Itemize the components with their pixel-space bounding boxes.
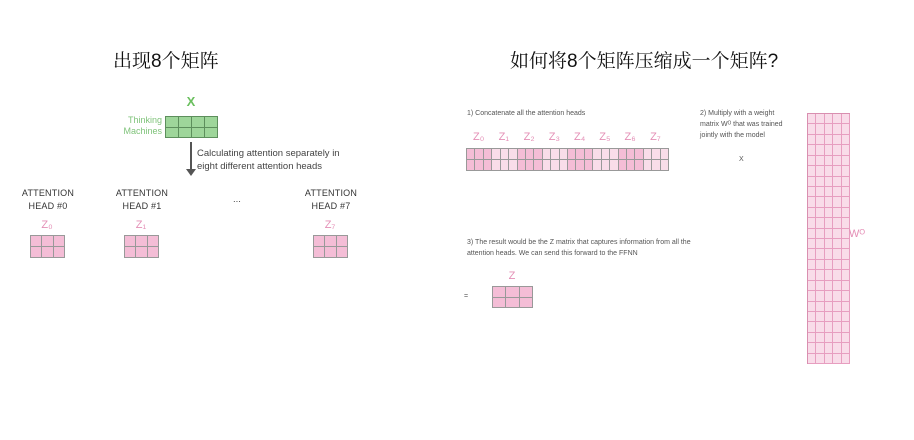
weight-cell xyxy=(833,187,841,197)
heads-ellipsis: ... xyxy=(233,194,241,205)
weight-cell xyxy=(816,218,824,228)
weight-cell xyxy=(842,124,850,134)
concat-cell xyxy=(475,149,483,160)
multiply-sign: X xyxy=(739,156,744,163)
weight-cell xyxy=(816,270,824,280)
weight-cell xyxy=(816,322,824,332)
weight-cell xyxy=(808,145,816,155)
weight-cell xyxy=(825,312,833,322)
weight-cell xyxy=(842,208,850,218)
weight-cell xyxy=(825,281,833,291)
concat-label-6: Z₆ xyxy=(624,131,636,143)
weight-cell xyxy=(808,124,816,134)
weight-cell xyxy=(816,239,824,249)
concat-cell xyxy=(602,160,610,171)
weight-cell xyxy=(842,187,850,197)
concat-cell xyxy=(492,149,500,160)
weight-cell xyxy=(842,354,850,364)
down-arrow-head xyxy=(186,169,196,176)
head-matrix-0 xyxy=(30,235,65,258)
weight-cell xyxy=(833,333,841,343)
concat-cell xyxy=(610,149,618,160)
concat-cell xyxy=(560,160,568,171)
weight-cell xyxy=(825,322,833,332)
concat-cell xyxy=(661,149,669,160)
equals-sign: = xyxy=(464,293,469,300)
weight-cell xyxy=(833,229,841,239)
weight-cell xyxy=(825,239,833,249)
weight-cell xyxy=(825,218,833,228)
concat-cell xyxy=(644,149,652,160)
concat-cell xyxy=(526,149,534,160)
concat-cell xyxy=(661,160,669,171)
arrow-caption: Calculating attention separately in eight different attention heads xyxy=(197,148,340,172)
weight-cell xyxy=(816,135,824,145)
concat-cell xyxy=(652,160,660,171)
head-z-label-7: Z₇ xyxy=(324,219,336,231)
head-label-7: ATTENTION HEAD #7 xyxy=(304,188,358,211)
weight-cell xyxy=(825,114,833,124)
concat-cell xyxy=(602,149,610,160)
weight-cell xyxy=(833,124,841,134)
concat-cell xyxy=(475,160,483,171)
concat-label-2: Z₂ xyxy=(523,131,535,143)
weight-cell xyxy=(816,187,824,197)
weight-matrix-label: Wᴼ xyxy=(848,228,865,240)
weight-cell xyxy=(825,156,833,166)
weight-matrix xyxy=(807,113,850,364)
weight-cell xyxy=(833,208,841,218)
concat-cell xyxy=(534,160,542,171)
weight-cell xyxy=(833,145,841,155)
weight-cell xyxy=(842,322,850,332)
input-matrix xyxy=(165,116,218,138)
concat-cell xyxy=(509,149,517,160)
weight-cell xyxy=(842,249,850,259)
weight-cell xyxy=(825,177,833,187)
input-words-label: Thinking Machines xyxy=(123,115,162,136)
weight-cell xyxy=(833,291,841,301)
weight-cell xyxy=(833,302,841,312)
right-title: 如何将8个矩阵压缩成一个矩阵? xyxy=(510,51,779,72)
head-z-label-0: Z₀ xyxy=(41,219,53,231)
concat-cell xyxy=(492,160,500,171)
head-z-label-1: Z₁ xyxy=(135,219,147,231)
weight-cell xyxy=(833,343,841,353)
weight-cell xyxy=(808,156,816,166)
weight-cell xyxy=(816,114,824,124)
weight-cell xyxy=(808,354,816,364)
weight-cell xyxy=(808,322,816,332)
weight-cell xyxy=(816,177,824,187)
weight-cell xyxy=(808,270,816,280)
concat-cell xyxy=(644,160,652,171)
weight-cell xyxy=(825,270,833,280)
weight-cell xyxy=(825,187,833,197)
weight-cell xyxy=(816,145,824,155)
concat-cell xyxy=(635,160,643,171)
result-matrix xyxy=(492,286,533,308)
weight-cell xyxy=(833,114,841,124)
weight-cell xyxy=(842,291,850,301)
weight-cell xyxy=(842,260,850,270)
weight-cell xyxy=(842,218,850,228)
step3-text: 3) The result would be the Z matrix that captures information from all the attention heads. We can send this forward to the FFNN xyxy=(467,239,691,257)
weight-cell xyxy=(842,156,850,166)
weight-cell xyxy=(825,249,833,259)
concat-cell xyxy=(484,160,492,171)
weight-cell xyxy=(816,312,824,322)
weight-cell xyxy=(816,229,824,239)
weight-cell xyxy=(825,343,833,353)
weight-cell xyxy=(825,208,833,218)
weight-cell xyxy=(816,197,824,207)
weight-cell xyxy=(833,218,841,228)
weight-cell xyxy=(808,114,816,124)
concat-label-7: Z₇ xyxy=(650,131,661,143)
concat-cell xyxy=(568,149,576,160)
weight-cell xyxy=(808,260,816,270)
concat-cell xyxy=(518,149,526,160)
weight-cell xyxy=(808,249,816,259)
weight-cell xyxy=(833,156,841,166)
weight-cell xyxy=(808,312,816,322)
weight-cell xyxy=(825,333,833,343)
weight-cell xyxy=(842,270,850,280)
weight-cell xyxy=(833,322,841,332)
weight-cell xyxy=(808,281,816,291)
weight-cell xyxy=(842,312,850,322)
head-matrix-1 xyxy=(124,235,159,258)
weight-cell xyxy=(833,177,841,187)
concat-cell xyxy=(551,149,559,160)
concat-cell xyxy=(543,160,551,171)
weight-cell xyxy=(842,239,850,249)
weight-cell xyxy=(842,343,850,353)
concat-cell xyxy=(543,149,551,160)
concat-label-0: Z₀ xyxy=(472,131,485,143)
weight-cell xyxy=(825,197,833,207)
concat-labels xyxy=(466,131,668,145)
weight-cell xyxy=(833,260,841,270)
weight-cell xyxy=(816,281,824,291)
concat-cell xyxy=(484,149,492,160)
weight-cell xyxy=(808,177,816,187)
weight-cell xyxy=(825,291,833,301)
result-z-label: Z xyxy=(508,270,516,282)
concat-cell xyxy=(627,149,635,160)
concat-cell xyxy=(568,160,576,171)
weight-cell xyxy=(808,208,816,218)
head-label-1: ATTENTION HEAD #1 xyxy=(115,188,169,211)
weight-cell xyxy=(842,114,850,124)
left-title: 出现8个矩阵 xyxy=(113,51,219,72)
weight-cell xyxy=(808,302,816,312)
concat-cell xyxy=(560,149,568,160)
weight-cell xyxy=(833,239,841,249)
weight-cell xyxy=(816,354,824,364)
concat-cell xyxy=(576,160,584,171)
input-x-label: X xyxy=(186,94,196,109)
weight-cell xyxy=(816,343,824,353)
weight-cell xyxy=(816,249,824,259)
concat-cell xyxy=(627,160,635,171)
weight-cell xyxy=(833,354,841,364)
concat-cell xyxy=(501,149,509,160)
concat-cell xyxy=(551,160,559,171)
concat-cell xyxy=(619,149,627,160)
concat-cell xyxy=(619,160,627,171)
weight-cell xyxy=(808,239,816,249)
weight-cell xyxy=(842,166,850,176)
concat-cell xyxy=(652,149,660,160)
weight-cell xyxy=(808,343,816,353)
concat-cell xyxy=(585,149,593,160)
weight-cell xyxy=(833,281,841,291)
weight-cell xyxy=(816,302,824,312)
concat-cell xyxy=(593,149,601,160)
weight-cell xyxy=(808,218,816,228)
weight-cell xyxy=(833,270,841,280)
weight-cell xyxy=(816,291,824,301)
concat-label-1: Z₁ xyxy=(498,131,510,143)
weight-cell xyxy=(808,291,816,301)
weight-cell xyxy=(808,187,816,197)
weight-cell xyxy=(808,197,816,207)
concat-label-3: Z₃ xyxy=(548,131,560,143)
weight-cell xyxy=(808,229,816,239)
concat-cell xyxy=(585,160,593,171)
weight-cell xyxy=(842,197,850,207)
weight-cell xyxy=(842,333,850,343)
weight-cell xyxy=(825,135,833,145)
step1-text: 1) Concatenate all the attention heads xyxy=(467,110,586,117)
weight-cell xyxy=(842,177,850,187)
head-label-0: ATTENTION HEAD #0 xyxy=(21,188,75,211)
concat-cell xyxy=(576,149,584,160)
step2-text: 2) Multiply with a weight matrix Wᴼ that was trained jointly with the model xyxy=(700,110,783,139)
weight-cell xyxy=(842,135,850,145)
concat-cell xyxy=(467,160,475,171)
weight-cell xyxy=(816,208,824,218)
weight-cell xyxy=(825,145,833,155)
head-matrix-7 xyxy=(313,235,348,258)
concat-cell xyxy=(467,149,475,160)
weight-cell xyxy=(833,249,841,259)
concat-cell xyxy=(509,160,517,171)
down-arrow xyxy=(190,142,192,170)
weight-cell xyxy=(833,166,841,176)
concat-cell xyxy=(534,149,542,160)
concat-cell xyxy=(610,160,618,171)
concat-cell xyxy=(501,160,509,171)
weight-cell xyxy=(825,124,833,134)
weight-cell xyxy=(825,166,833,176)
weight-cell xyxy=(833,312,841,322)
concat-cell xyxy=(635,149,643,160)
concat-label-5: Z₅ xyxy=(599,131,611,143)
concat-matrix xyxy=(466,148,669,171)
concat-cell xyxy=(518,160,526,171)
weight-cell xyxy=(816,260,824,270)
weight-cell xyxy=(825,354,833,364)
weight-cell xyxy=(842,145,850,155)
weight-cell xyxy=(825,302,833,312)
weight-cell xyxy=(842,302,850,312)
weight-cell xyxy=(816,166,824,176)
weight-cell xyxy=(833,197,841,207)
weight-cell xyxy=(816,333,824,343)
weight-cell xyxy=(808,166,816,176)
weight-cell xyxy=(833,135,841,145)
weight-cell xyxy=(808,135,816,145)
weight-cell xyxy=(842,281,850,291)
concat-label-4: Z₄ xyxy=(574,131,586,143)
weight-cell xyxy=(825,260,833,270)
concat-cell xyxy=(526,160,534,171)
weight-cell xyxy=(808,333,816,343)
weight-cell xyxy=(816,124,824,134)
weight-cell xyxy=(816,156,824,166)
weight-cell xyxy=(825,229,833,239)
concat-cell xyxy=(593,160,601,171)
